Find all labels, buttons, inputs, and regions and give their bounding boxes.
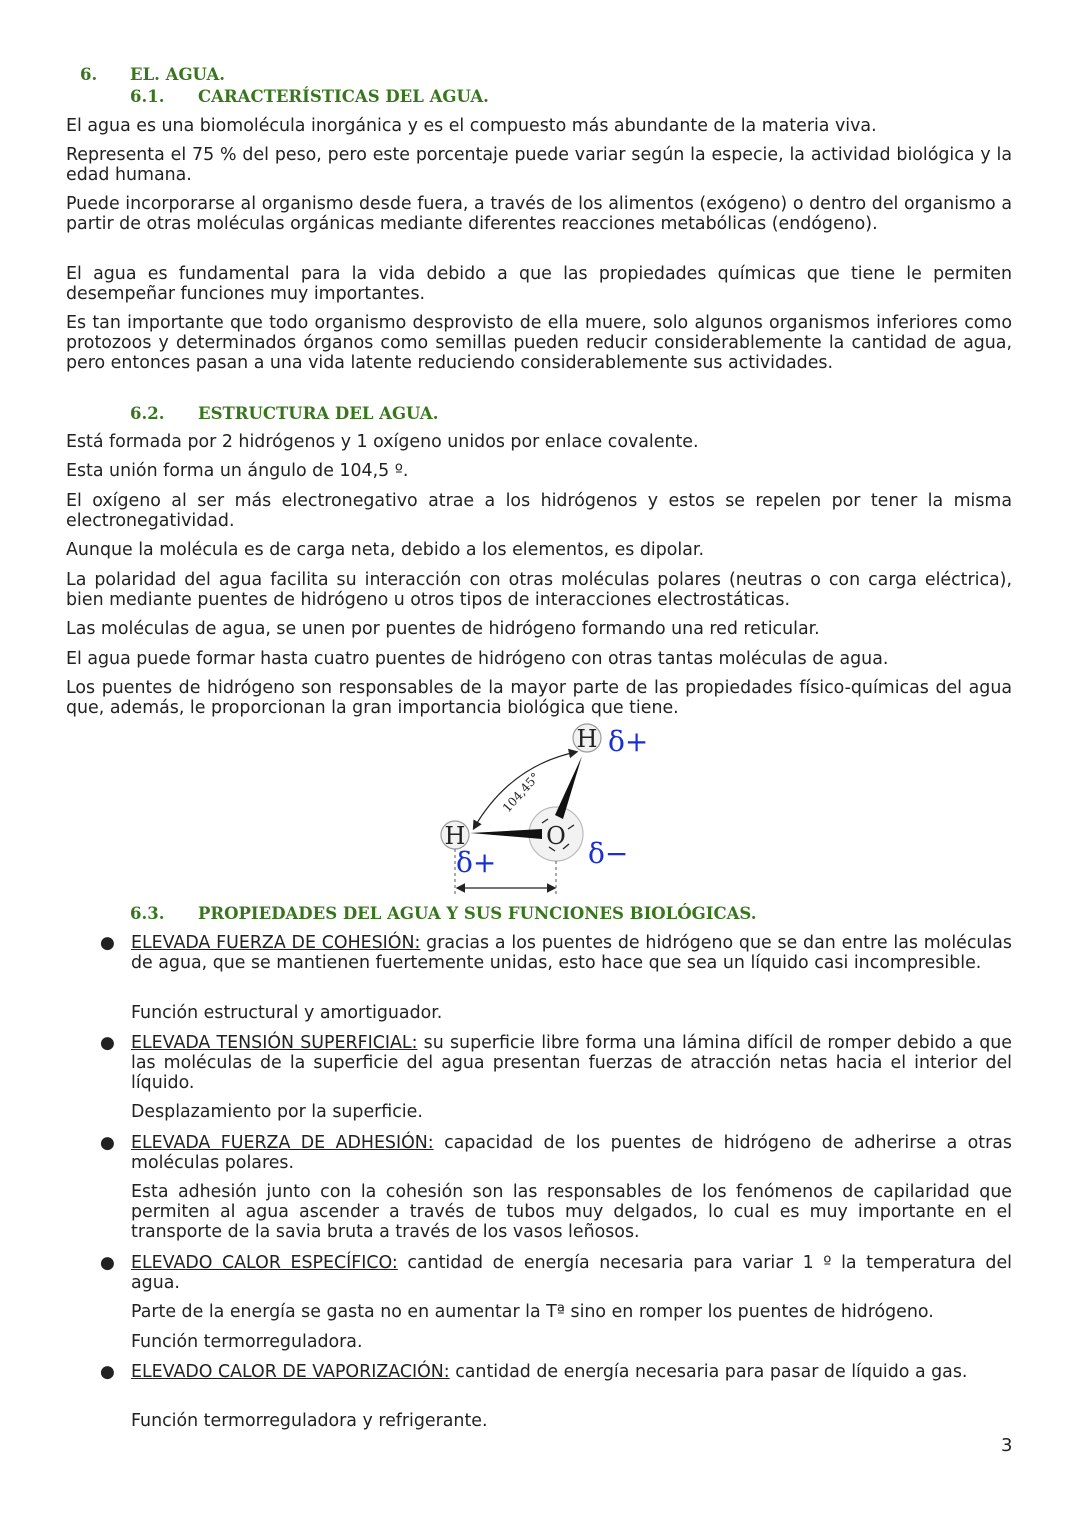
paragraph: Representa el 75 % del peso, pero este porcentaje puede variar según la especie, la actividad biológica y la edad humana. — [66, 145, 1012, 185]
bullet: ● — [100, 1253, 115, 1273]
function-note: Función estructural y amortiguador. — [131, 1003, 443, 1023]
property-term: ELEVADA FUERZA DE COHESIÓN: — [131, 933, 421, 953]
paragraph: Las moléculas de agua, se unen por puentes de hidrógeno formando una red reticular. — [66, 619, 820, 639]
property-text: gracias a los puentes de hidrógeno que se dan entre las moléculas de agua, que se mantienen fuertemente unidas, esto hace que sea un líquido casi incompresible. — [131, 933, 1012, 973]
section-title: EL. AGUA. — [130, 65, 225, 84]
page-number: 3 — [1001, 1435, 1013, 1456]
function-note: Desplazamiento por la superficie. — [131, 1102, 423, 1122]
hydrogen-label-top: H — [576, 725, 598, 753]
section-heading — [80, 64, 225, 85]
list-item — [131, 1133, 1012, 1173]
delta-plus-top: δ+ — [608, 725, 649, 758]
property-text: capacidad de los puentes de hidrógeno de adherirse a otras moléculas polares. — [131, 1133, 1012, 1173]
list-item — [131, 933, 1012, 973]
paragraph: Aunque la molécula es de carga neta, debido a los elementos, es dipolar. — [66, 540, 704, 560]
subsection-title: ESTRUCTURA DEL AGUA. — [198, 404, 439, 423]
subsection-number: 6.3. — [130, 904, 165, 923]
property-term: ELEVADO CALOR DE VAPORIZACIÓN: — [131, 1362, 450, 1382]
property-text: cantidad de energía necesaria para pasar de líquido a gas. — [449, 1362, 968, 1382]
bond-wedge-left — [470, 829, 542, 839]
list-item — [131, 1253, 1012, 1293]
subsection-heading-6-3 — [130, 903, 756, 924]
property-term: ELEVADA FUERZA DE ADHESIÓN: — [131, 1133, 434, 1153]
property-term: ELEVADA TENSIÓN SUPERFICIAL: — [131, 1033, 418, 1053]
subsection-title: CARACTERÍSTICAS DEL AGUA. — [198, 87, 489, 106]
bullet: ● — [100, 1033, 115, 1053]
property-text: cantidad de energía necesaria para variar 1 º la temperatura del agua. — [131, 1253, 1012, 1293]
list-item — [131, 1362, 1012, 1382]
paragraph: Los puentes de hidrógeno son responsables de la mayor parte de las propiedades físico-químicas del agua que, además, le proporcionan la gran importancia biológica que tiene. — [66, 678, 1012, 718]
property-term: ELEVADO CALOR ESPECÍFICO: — [131, 1253, 398, 1273]
function-note: Parte de la energía se gasta no en aumentar la Tª sino en romper los puentes de hidrógeno. — [131, 1302, 934, 1322]
hydrogen-label-left: H — [444, 822, 466, 850]
paragraph: El agua es una biomolécula inorgánica y es el compuesto más abundante de la materia viva. — [66, 116, 877, 136]
function-note: Esta adhesión junto con la cohesión son las responsables de los fenómenos de capilaridad que permiten al agua ascender a través de tubos muy delgados, lo cual es muy importante en el transporte de la savia bruta a través de los vasos leñosos. — [131, 1182, 1012, 1242]
paragraph: El oxígeno al ser más electronegativo atrae a los hidrógenos y estos se repelen por tener la misma electronegatividad. — [66, 491, 1012, 531]
paragraph: Puede incorporarse al organismo desde fuera, a través de los alimentos (exógeno) o dentro del organismo a partir de otras moléculas orgánicas mediante diferentes reacciones metabólicas (endógeno). — [66, 194, 1012, 234]
paragraph: Esta unión forma un ángulo de 104,5 º. — [66, 461, 409, 481]
paragraph: El agua es fundamental para la vida debido a que las propiedades químicas que tiene le permiten desempeñar funciones muy importantes. — [66, 264, 1012, 304]
paragraph: El agua puede formar hasta cuatro puentes de hidrógeno con otras tantas moléculas de agua. — [66, 649, 889, 669]
bullet: ● — [100, 1362, 115, 1382]
subsection-number: 6.2. — [130, 404, 165, 423]
oxygen-label: O — [546, 822, 566, 850]
property-text: su superficie libre forma una lámina difícil de romper debido a que las moléculas de la superficie del agua presentan fuerzas de atracción netas hacia el interior del líquido. — [131, 1033, 1013, 1093]
section-number: 6. — [80, 65, 98, 84]
paragraph: Está formada por 2 hidrógenos y 1 oxígeno unidos por enlace covalente. — [66, 432, 699, 452]
delta-plus-left: δ+ — [456, 846, 497, 879]
angle-label: 104,45° — [499, 769, 543, 816]
delta-minus: δ− — [588, 837, 629, 870]
subsection-heading-6-1 — [130, 86, 489, 107]
paragraph: Es tan importante que todo organismo desprovisto de ella muere, solo algunos organismos inferiores como protozoos y determinados órganos como semillas pueden reducir considerablemente la cantidad de agua, pero entonces pasan a una vida latente reduciendo considerablemente sus actividades. — [66, 313, 1012, 373]
function-note: Función termorreguladora y refrigerante. — [131, 1411, 488, 1431]
subsection-number: 6.1. — [130, 87, 165, 106]
water-molecule-diagram — [430, 718, 650, 896]
paragraph: La polaridad del agua facilita su interacción con otras moléculas polares (neutras o con carga eléctrica), bien mediante puentes de hidrógeno u otros tipos de interacciones electrostáticas. — [66, 570, 1012, 610]
list-item — [131, 1033, 1012, 1093]
function-note: Función termorreguladora. — [131, 1332, 363, 1352]
subsection-heading-6-2 — [130, 403, 438, 424]
subsection-title: PROPIEDADES DEL AGUA Y SUS FUNCIONES BIOLÓGICAS. — [198, 904, 757, 923]
bullet: ● — [100, 1133, 115, 1153]
bullet: ● — [100, 933, 115, 953]
